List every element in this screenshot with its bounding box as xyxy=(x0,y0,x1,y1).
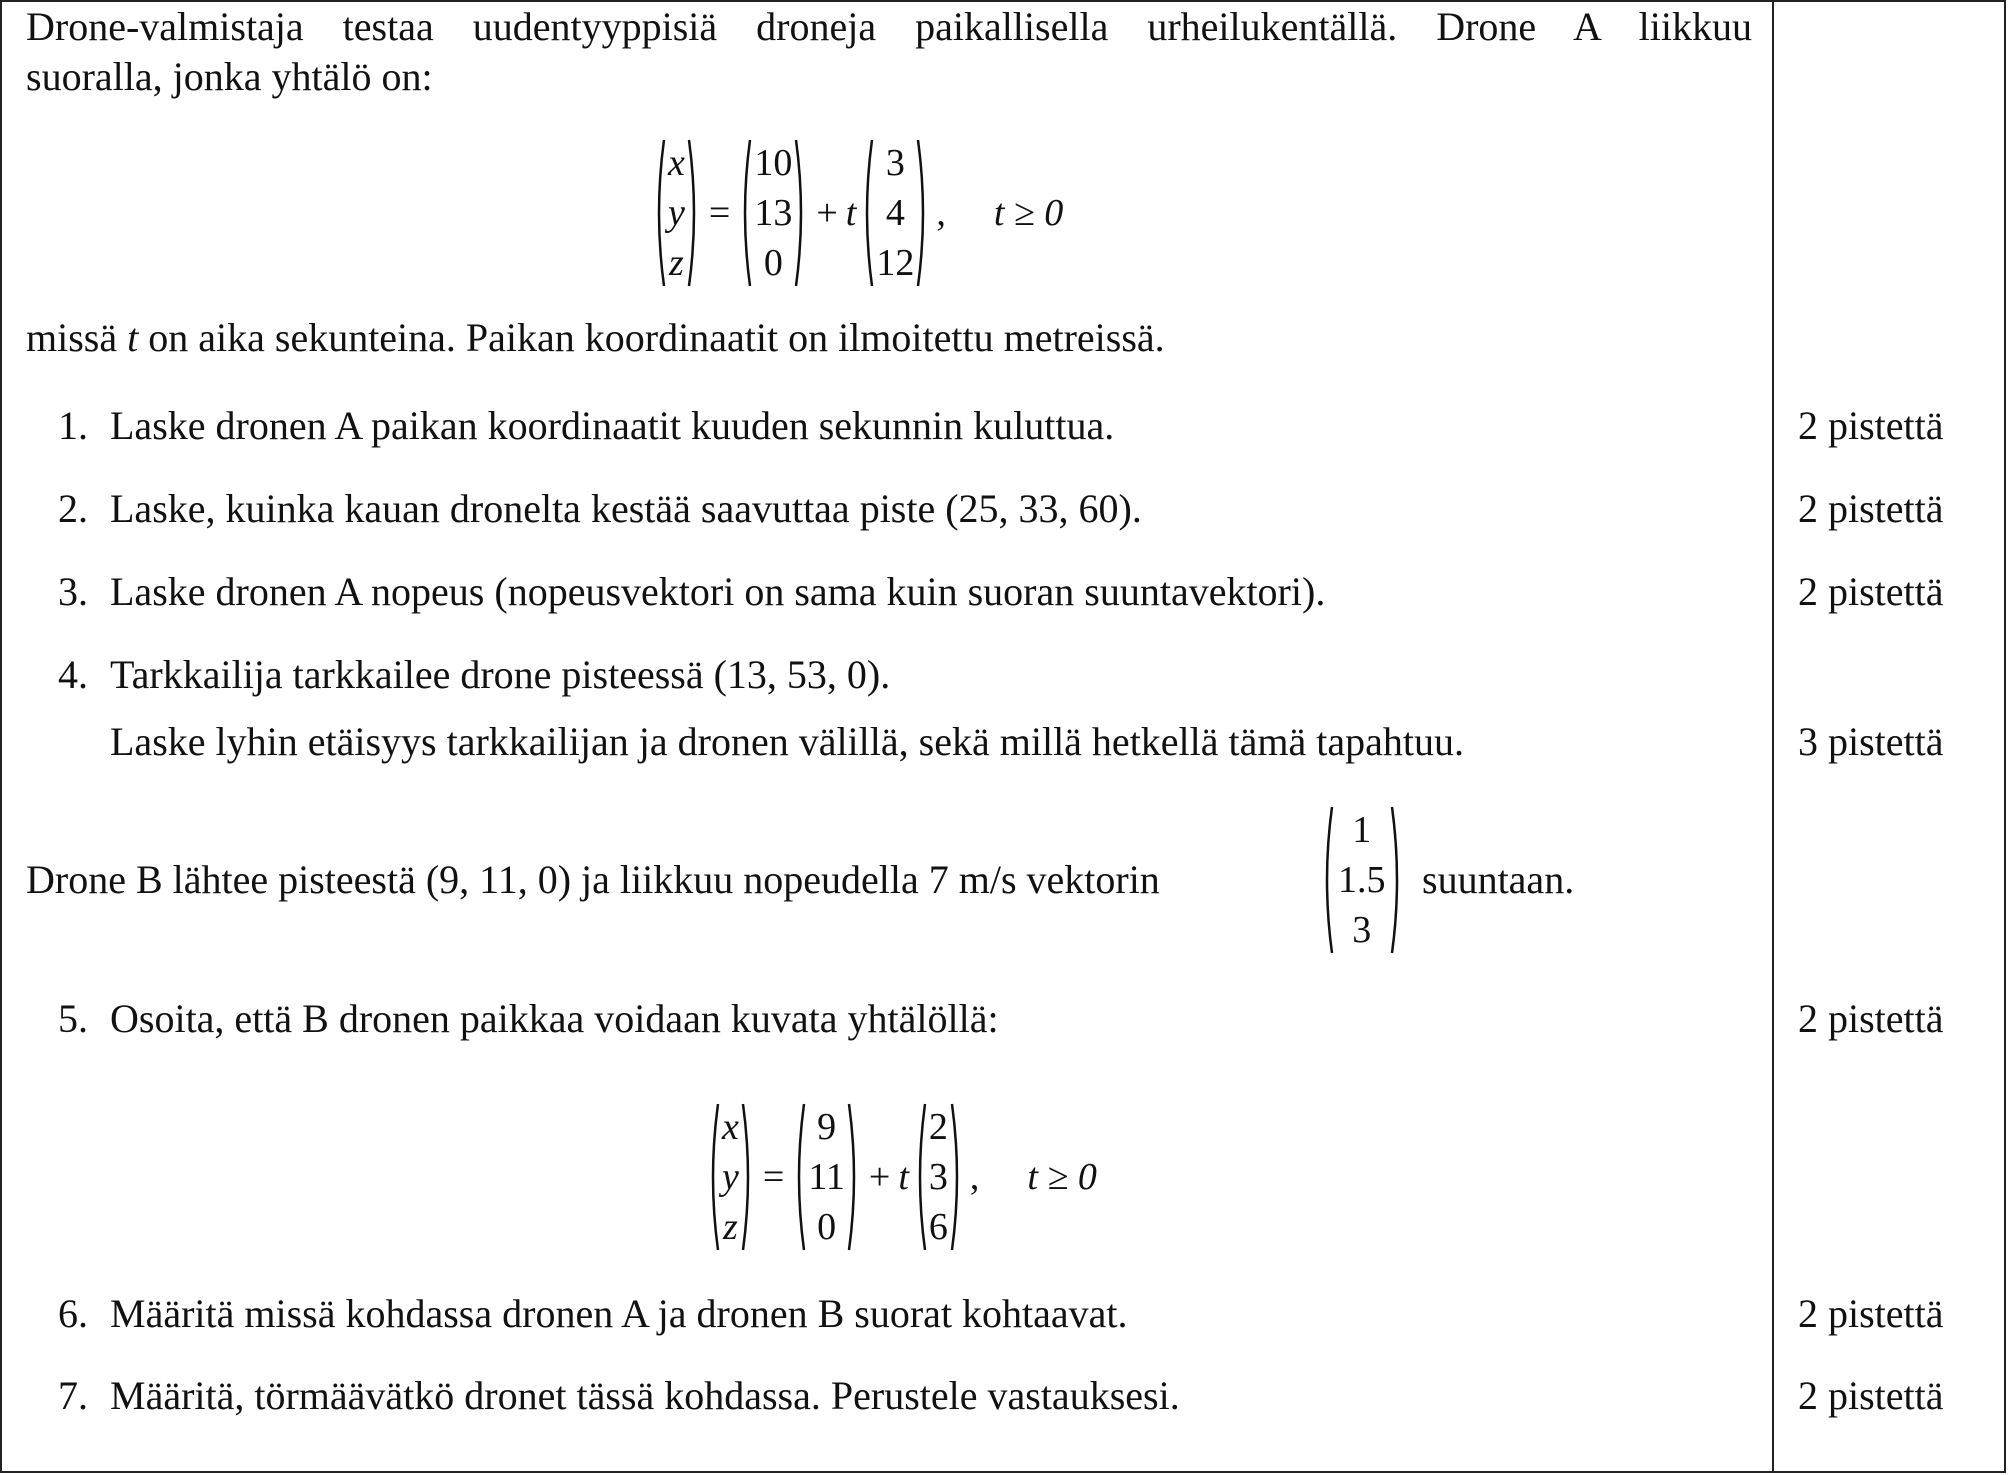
left-paren xyxy=(738,138,752,288)
condition-t: t ≥ 0 xyxy=(993,192,1064,234)
param-t: t xyxy=(898,1156,909,1198)
task-7-points: 2 pistettä xyxy=(1798,1373,1944,1418)
right-paren xyxy=(916,138,930,288)
task-3-number: 3. xyxy=(58,569,88,614)
right-paren xyxy=(687,138,701,288)
left-paren xyxy=(913,1102,927,1252)
task-3-points: 2 pistettä xyxy=(1798,569,1944,614)
equation-drone-b xyxy=(706,1102,1097,1252)
task-1-number: 1. xyxy=(58,403,88,448)
dir-a-y: 4 xyxy=(885,192,905,234)
task-2-number: 2. xyxy=(58,486,88,531)
intro-line-2: suoralla, jonka yhtälö on: xyxy=(26,54,433,99)
var-z: z xyxy=(669,242,684,284)
vector-b-y: 1.5 xyxy=(1338,859,1386,901)
left-paren xyxy=(1320,805,1334,955)
vector-b-x: 1 xyxy=(1352,809,1372,851)
equation-drone-a xyxy=(652,138,1063,288)
task-5-points: 2 pistettä xyxy=(1798,996,1944,1041)
points-column-divider xyxy=(1772,0,1774,1473)
task-3-text: Laske dronen A nopeus (nopeusvektori on sama kuin suoran suuntavektori). xyxy=(110,569,1326,614)
comma: , xyxy=(936,192,946,234)
var-x: x xyxy=(722,1106,739,1148)
var-z: z xyxy=(723,1206,738,1248)
right-paren xyxy=(847,1102,861,1252)
matrix-xyz-b xyxy=(706,1102,755,1252)
plus-sign: + xyxy=(868,1156,891,1198)
drone-b-vector xyxy=(1320,805,1404,955)
left-paren xyxy=(792,1102,806,1252)
task-6-number: 6. xyxy=(58,1291,88,1336)
equals-sign: = xyxy=(708,192,731,234)
matrix-xyz-a xyxy=(652,138,701,288)
task-1-text: Laske dronen A paikan koordinaatit kuuden sekunnin kuluttua. xyxy=(110,403,1115,448)
matrix-point-a xyxy=(738,138,808,288)
var-y: y xyxy=(722,1156,739,1198)
vector-b-z: 3 xyxy=(1352,909,1372,951)
left-paren xyxy=(860,138,874,288)
right-paren xyxy=(950,1102,964,1252)
var-x: x xyxy=(668,142,685,184)
dir-b-y: 3 xyxy=(928,1156,948,1198)
left-paren xyxy=(706,1102,720,1252)
comma: , xyxy=(969,1156,980,1198)
after-text-post: on aika sekunteina. Paikan koordinaatit on ilmoitettu metreissä. xyxy=(138,315,1165,360)
intro-line-1: Drone-valmistaja testaa uudentyyppisiä droneja paikallisella urheilukentällä. Drone A liikkuu xyxy=(26,4,1752,49)
task-2-text: Laske, kuinka kauan dronelta kestää saavuttaa piste (25, 33, 60). xyxy=(110,486,1142,531)
dir-a-z: 12 xyxy=(876,242,915,284)
var-y: y xyxy=(668,192,685,234)
task-6-points: 2 pistettä xyxy=(1798,1291,1944,1336)
point-b-y: 11 xyxy=(808,1156,845,1198)
dir-b-x: 2 xyxy=(928,1106,948,1148)
point-a-x: 10 xyxy=(754,142,793,184)
task-1-points: 2 pistettä xyxy=(1798,403,1944,448)
task-6-text: Määritä missä kohdassa dronen A ja dronen B suorat kohtaavat. xyxy=(110,1291,1128,1336)
dir-b-z: 6 xyxy=(928,1206,948,1248)
task-5-number: 5. xyxy=(58,996,88,1041)
task-4-text-2: Laske lyhin etäisyys tarkkailijan ja dronen välillä, sekä millä hetkellä tämä tapahtuu. xyxy=(110,719,1465,764)
param-t: t xyxy=(845,192,857,234)
drone-b-text-post: suuntaan. xyxy=(1422,857,1575,902)
dir-a-x: 3 xyxy=(885,142,905,184)
after-text-var: t xyxy=(127,315,139,360)
task-7-number: 7. xyxy=(58,1373,88,1418)
condition-t: t ≥ 0 xyxy=(1027,1156,1097,1198)
right-paren xyxy=(794,138,808,288)
matrix-point-b xyxy=(792,1102,861,1252)
left-paren xyxy=(652,138,666,288)
task-4-points: 3 pistettä xyxy=(1798,719,1944,764)
after-equation-text xyxy=(26,315,1165,360)
intro-paragraph xyxy=(26,2,1752,102)
matrix-direction-b xyxy=(913,1102,964,1252)
task-4-number: 4. xyxy=(58,652,88,697)
equals-sign: = xyxy=(762,1156,785,1198)
plus-sign: + xyxy=(816,192,838,234)
task-4-text: Tarkkailija tarkkailee drone pisteessä (13, 53, 0). xyxy=(110,652,891,697)
matrix-direction-a xyxy=(860,138,930,288)
point-b-z: 0 xyxy=(817,1206,837,1248)
drone-b-text-pre: Drone B lähtee pisteestä (9, 11, 0) ja liikkuu nopeudella 7 m/s vektorin xyxy=(26,857,1160,902)
point-a-z: 0 xyxy=(763,242,783,284)
after-text-pre: missä xyxy=(26,315,128,360)
right-paren xyxy=(741,1102,755,1252)
task-2-points: 2 pistettä xyxy=(1798,486,1944,531)
right-paren xyxy=(1390,805,1404,955)
task-5-text: Osoita, että B dronen paikkaa voidaan kuvata yhtälöllä: xyxy=(110,996,999,1041)
point-b-x: 9 xyxy=(817,1106,837,1148)
task-7-text: Määritä, törmäävätkö dronet tässä kohdassa. Perustele vastauksesi. xyxy=(110,1373,1180,1418)
point-a-y: 13 xyxy=(754,192,793,234)
